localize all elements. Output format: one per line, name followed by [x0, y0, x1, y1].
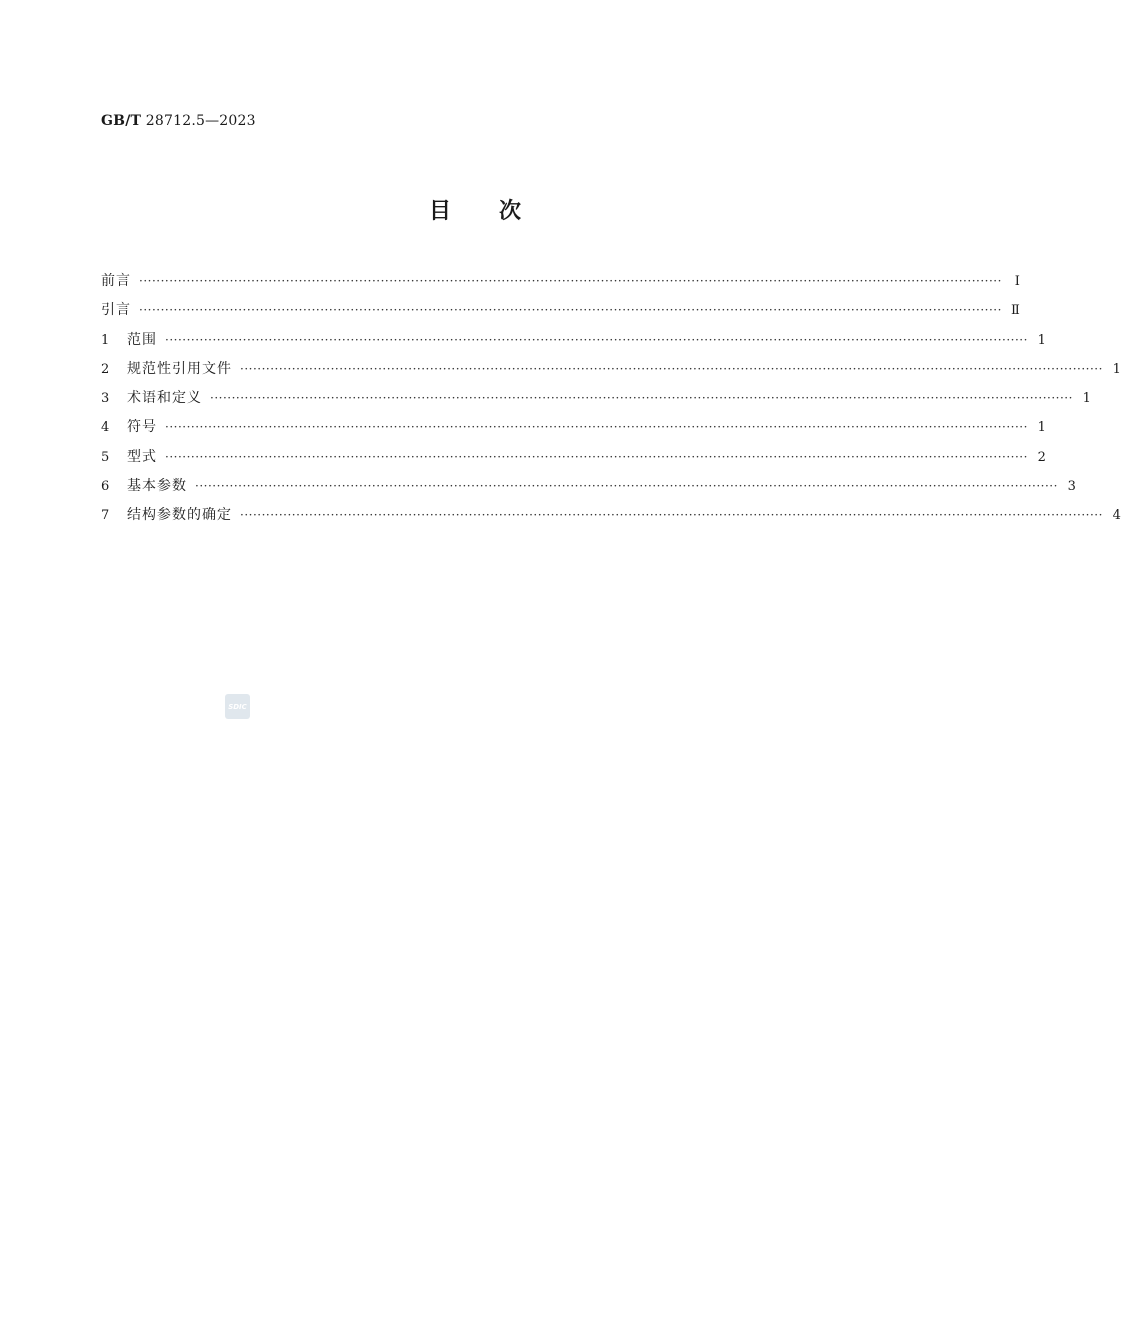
toc-entry-page: 1 [1037, 332, 1046, 348]
toc-leader-dots: ········································································································································································································ [210, 391, 1073, 406]
toc-entry-foreword[interactable] [101, 270, 1020, 299]
standard-code [101, 113, 256, 129]
standard-number: 28712.5—2023 [145, 113, 256, 129]
toc-entry-introduction[interactable] [101, 299, 1020, 328]
toc-entry-structural-parameters[interactable] [101, 504, 1121, 533]
toc-entry-page: 1 [1037, 420, 1046, 436]
toc-entry-number: 1 [101, 332, 110, 348]
toc-leader-dots: ········································································································································································································ [165, 420, 1028, 435]
toc-entry-normative-references[interactable] [101, 358, 1121, 387]
toc-entry-label: 基本参数 [127, 478, 187, 495]
toc-entry-page: Ⅱ [1011, 303, 1020, 319]
toc-entry-label: 结构参数的确定 [127, 507, 232, 524]
toc-entry-page: 4 [1112, 508, 1121, 524]
watermark-logo-icon: SDIC [225, 694, 250, 719]
toc-entry-page: 1 [1082, 391, 1091, 407]
toc-entry-label: 术语和定义 [127, 390, 202, 407]
toc-leader-dots: ········································································································································································································ [165, 332, 1028, 347]
toc-entry-label: 规范性引用文件 [127, 360, 232, 377]
toc-entry-page: 2 [1037, 449, 1046, 465]
toc-entry-page: Ⅰ [1014, 274, 1020, 289]
toc-entry-label: 符号 [127, 419, 157, 436]
toc-leader-dots: ········································································································································································································ [195, 479, 1058, 494]
toc-entry-number: 5 [101, 449, 110, 465]
table-of-contents [101, 270, 1121, 534]
toc-entry-label: 引言 [101, 302, 131, 319]
toc-leader-dots: ········································································································································································································ [240, 508, 1103, 523]
toc-entry-number: 6 [101, 479, 110, 495]
page-title: 目次 [428, 199, 569, 224]
toc-entry-types[interactable] [101, 446, 1046, 475]
toc-entry-terms-definitions[interactable] [101, 387, 1091, 416]
toc-leader-dots: ········································································································································································································ [165, 449, 1028, 464]
toc-entry-number: 2 [101, 361, 110, 377]
toc-entry-scope[interactable] [101, 329, 1046, 358]
toc-entry-symbols[interactable] [101, 416, 1046, 445]
toc-entry-number: 3 [101, 391, 110, 407]
toc-leader-dots: ········································································································································································································ [139, 303, 1002, 318]
standard-prefix: GB/T [101, 113, 142, 129]
toc-entry-number: 7 [101, 508, 110, 524]
toc-entry-page: 3 [1067, 479, 1076, 495]
toc-entry-page: 1 [1112, 361, 1121, 377]
toc-entry-label: 型式 [127, 448, 157, 465]
toc-leader-dots: ········································································································································································································ [240, 361, 1103, 376]
toc-entry-label: 前言 [101, 273, 131, 289]
toc-entry-number: 4 [101, 420, 110, 436]
toc-entry-label: 范围 [127, 331, 157, 348]
toc-leader-dots: ········································································································································································································ [139, 274, 1002, 288]
toc-entry-basic-parameters[interactable] [101, 475, 1076, 504]
